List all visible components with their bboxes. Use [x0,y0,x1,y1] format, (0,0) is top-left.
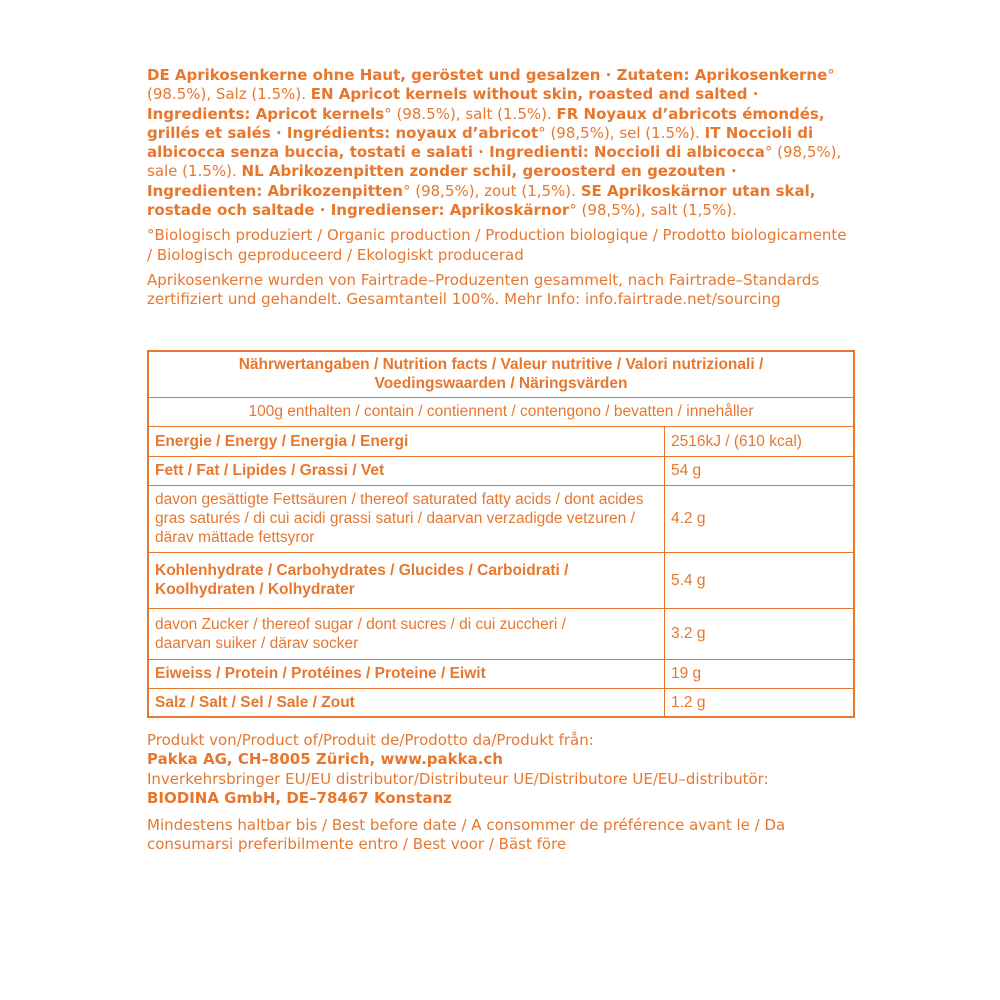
nutrition-table [147,350,855,718]
nutrition-row [148,456,854,485]
nutrient-label: Fett / Fat / Lipides / Grassi / Vet [148,456,665,485]
nutrition-row [148,688,854,717]
nutrient-value: 5.4 g [665,552,855,608]
nutrition-basis-row [148,397,854,426]
nutrient-value: 2516kJ / (610 kcal) [665,426,855,456]
ingredients-fr-amounts: ° (98,5%), sel (1.5%). [538,123,705,142]
ingredients-en-title: EN Apricot kernels without skin, roasted and salted · Ingredients: Apricot kernels [147,85,759,123]
nutrient-value: 4.2 g [665,485,855,552]
ingredients-en-amounts: ° (98.5%), salt (1.5%). [384,104,557,123]
nutrient-value: 19 g [665,659,855,688]
nutrition-title: Nährwertangaben / Nutrition facts / Valeur nutritive / Valori nutrizionali / Voedingswaarden / Näringsvärden [148,351,854,397]
ingredients-se-title: SE Aprikoskärnor utan skal, rostade och saltade · Ingredienser: Aprikoskärnor [147,181,816,220]
label-panel [147,66,855,854]
producer-name: Pakka AG, CH–8005 Zürich, www.pakka.ch [147,750,503,769]
fairtrade-note: Aprikosenkerne wurden von Fairtrade–Produzenten gesammelt, nach Fairtrade–Standards zertifiziert und gehandelt. Gesamtanteil 100%. Mehr Info: info.fairtrade.net/sourcing [147,270,820,309]
nutrition-row [148,659,854,688]
producer-label: Produkt von/Product of/Produit de/Prodotto da/Produkt från: [147,731,594,749]
organic-note: °Biologisch produziert / Organic production / Production biologique / Prodotto biologicamente / Biologisch geproduceerd / Ekologiskt producerad [147,226,847,264]
nutrient-label: Energie / Energy / Energia / Energi [148,426,665,456]
ingredients-it-amounts: ° (98,5%), sale (1.5%). [147,143,842,181]
ingredients-se-amounts: ° (98,5%), salt (1,5%). [569,201,737,220]
best-before-note: Mindestens haltbar bis / Best before date / A consommer de préférence avant le / Da consumarsi preferibilmente entro / Best voor / Bäst före [147,816,786,854]
ingredients-fr-title: FR Noyaux d’abricots émondés, grillés et salés · Ingrédients: noyaux d’abricot [147,104,825,142]
nutrient-value: 1.2 g [665,688,855,717]
ingredients-de-amounts: ° (98.5%), Salz (1.5%). [147,66,835,104]
nutrition-row [148,426,854,456]
nutrient-label: davon gesättigte Fettsäuren / thereof saturated fatty acids / dont acides gras saturés / di cui acidi grassi saturi / daarvan verzadigde vetzuren / därav mättade fettsyror [148,485,665,552]
nutrition-title-row [148,351,854,397]
distributor-label: Inverkehrsbringer EU/EU distributor/Distributeur UE/Distributore UE/EU–distributör: [147,769,769,788]
nutrition-row [148,608,854,659]
nutrition-basis: 100g enthalten / contain / contiennent / contengono / bevatten / innehåller [148,397,854,426]
nutrient-label: davon Zucker / thereof sugar / dont sucres / di cui zuccheri / daarvan suiker / därav socker [148,608,665,659]
ingredients-nl-title: NL Abrikozenpitten zonder schil, geroosterd en gezouten · Ingredienten: Abrikozenpitten [147,162,737,200]
ingredients-it-title: IT Noccioli di albicocca senza buccia, tostati e salati · Ingredienti: Noccioli di albicocca [147,123,814,162]
distributor-name: BIODINA GmbH, DE–78467 Konstanz [147,788,452,807]
nutrient-label: Salz / Salt / Sel / Sale / Zout [148,688,665,717]
nutrient-label: Eiweiss / Protein / Protéines / Proteine / Eiwit [148,659,665,688]
nutrient-value: 3.2 g [665,608,855,659]
company-info [147,731,855,855]
ingredients-list [147,66,855,220]
nutrient-label: Kohlenhydrate / Carbohydrates / Glucides / Carboidrati / Koolhydraten / Kolhydrater [148,552,665,608]
nutrition-row [148,552,854,608]
ingredients-nl-amounts: ° (98,5%), zout (1,5%). [402,181,581,200]
ingredients-de-title: DE Aprikosenkerne ohne Haut, geröstet und gesalzen · Zutaten: Aprikosenkerne [147,66,828,84]
nutrient-value: 54 g [665,456,855,485]
nutrition-row [148,485,854,552]
